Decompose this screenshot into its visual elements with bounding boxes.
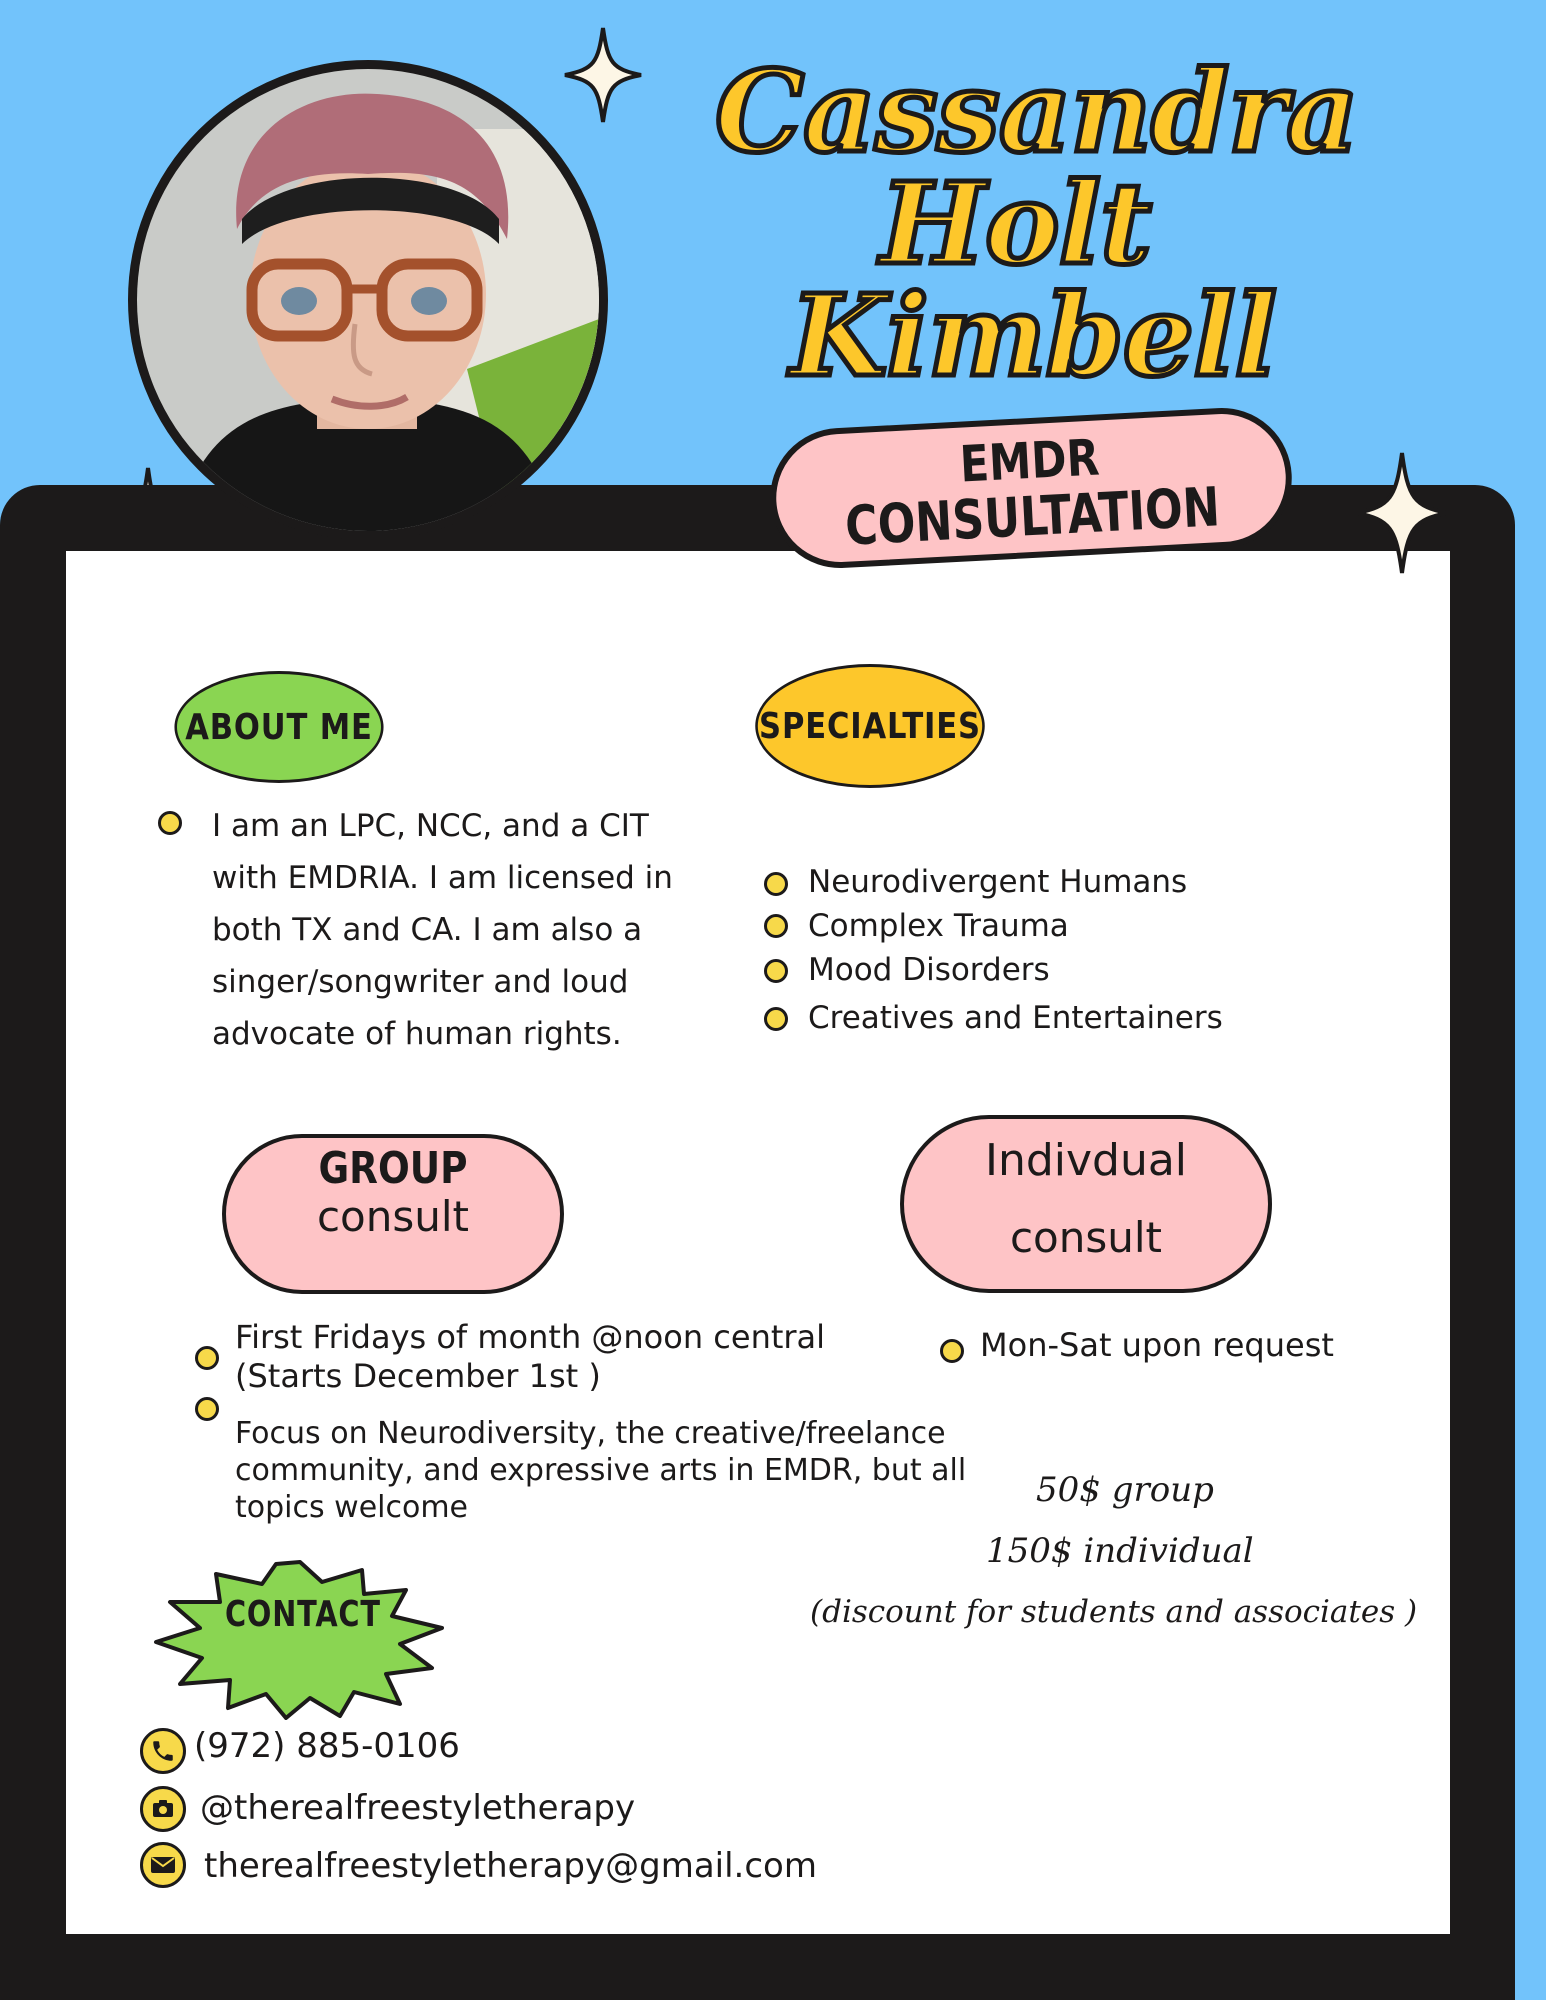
name-line-3: Kimbell	[790, 271, 1277, 402]
camera-icon	[140, 1786, 186, 1832]
about-me-heading-label: ABOUT ME	[185, 706, 373, 748]
specialty-item: Neurodivergent Humans	[808, 864, 1188, 900]
bullet	[764, 872, 788, 896]
specialties-heading	[755, 664, 985, 788]
about-line: I am an LPC, NCC, and a CIT	[212, 808, 649, 844]
sparkle-icon	[562, 25, 644, 125]
about-line: advocate of human rights.	[212, 1016, 622, 1052]
group-schedule-line: (Starts December 1st )	[235, 1357, 601, 1395]
bullet	[764, 1007, 788, 1031]
price-discount: (discount for students and associates )	[810, 1594, 1418, 1630]
specialty-item: Creatives and Entertainers	[808, 1000, 1223, 1036]
about-text	[212, 800, 712, 1060]
group-title-line-1: GROUP	[318, 1143, 468, 1194]
price-group: 50$ group	[1036, 1470, 1214, 1510]
name-line-1: Cassandra	[715, 47, 1358, 178]
group-title-line-2: consult	[316, 1192, 470, 1241]
about-line: both TX and CA. I am also a	[212, 912, 643, 948]
group-focus	[235, 1415, 966, 1526]
group-focus-line: Focus on Neurodiversity, the creative/freelance	[235, 1416, 946, 1451]
group-focus-line: topics welcome	[235, 1490, 469, 1525]
price-individual: 150$ individual	[986, 1531, 1254, 1571]
individual-consult-badge	[900, 1115, 1272, 1293]
about-line: singer/songwriter and loud	[212, 964, 629, 1000]
individual-schedule: Mon-Sat upon request	[980, 1326, 1334, 1364]
bullet	[764, 914, 788, 938]
emdr-consultation-badge	[767, 404, 1296, 571]
group-consult-badge	[222, 1134, 564, 1294]
group-schedule	[235, 1318, 825, 1396]
individual-title-line-2: consult	[1009, 1213, 1163, 1262]
specialty-item: Complex Trauma	[808, 908, 1069, 944]
specialty-item: Mood Disorders	[808, 952, 1050, 988]
bullet	[158, 811, 182, 835]
contact-heading: CONTACT	[225, 1594, 381, 1635]
group-schedule-line: First Fridays of month @noon central	[235, 1318, 826, 1356]
profile-photo	[128, 60, 608, 540]
badge-line-1: EMDR	[958, 428, 1101, 494]
contact-starburst	[150, 1558, 450, 1720]
individual-title-line-1: Indivdual	[984, 1135, 1188, 1186]
badge-line-2: CONSULTATION	[843, 475, 1222, 558]
mail-icon	[140, 1842, 186, 1888]
bullet	[195, 1397, 219, 1421]
about-me-heading	[174, 671, 383, 783]
bullet	[195, 1346, 219, 1370]
phone-icon	[140, 1728, 186, 1774]
bullet	[764, 959, 788, 983]
sparkle-icon	[1354, 450, 1450, 576]
contact-instagram[interactable]: @therealfreestyletherapy	[200, 1788, 636, 1828]
group-focus-line: community, and expressive arts in EMDR, but all	[235, 1453, 967, 1488]
name-line-2: Holt	[880, 159, 1151, 290]
bullet	[940, 1339, 964, 1363]
about-line: with EMDRIA. I am licensed in	[212, 860, 673, 896]
specialties-heading-label: SPECIALTIES	[759, 705, 981, 747]
contact-phone[interactable]: (972) 885-0106	[194, 1726, 460, 1766]
contact-email[interactable]: therealfreestyletherapy@gmail.com	[204, 1846, 817, 1886]
